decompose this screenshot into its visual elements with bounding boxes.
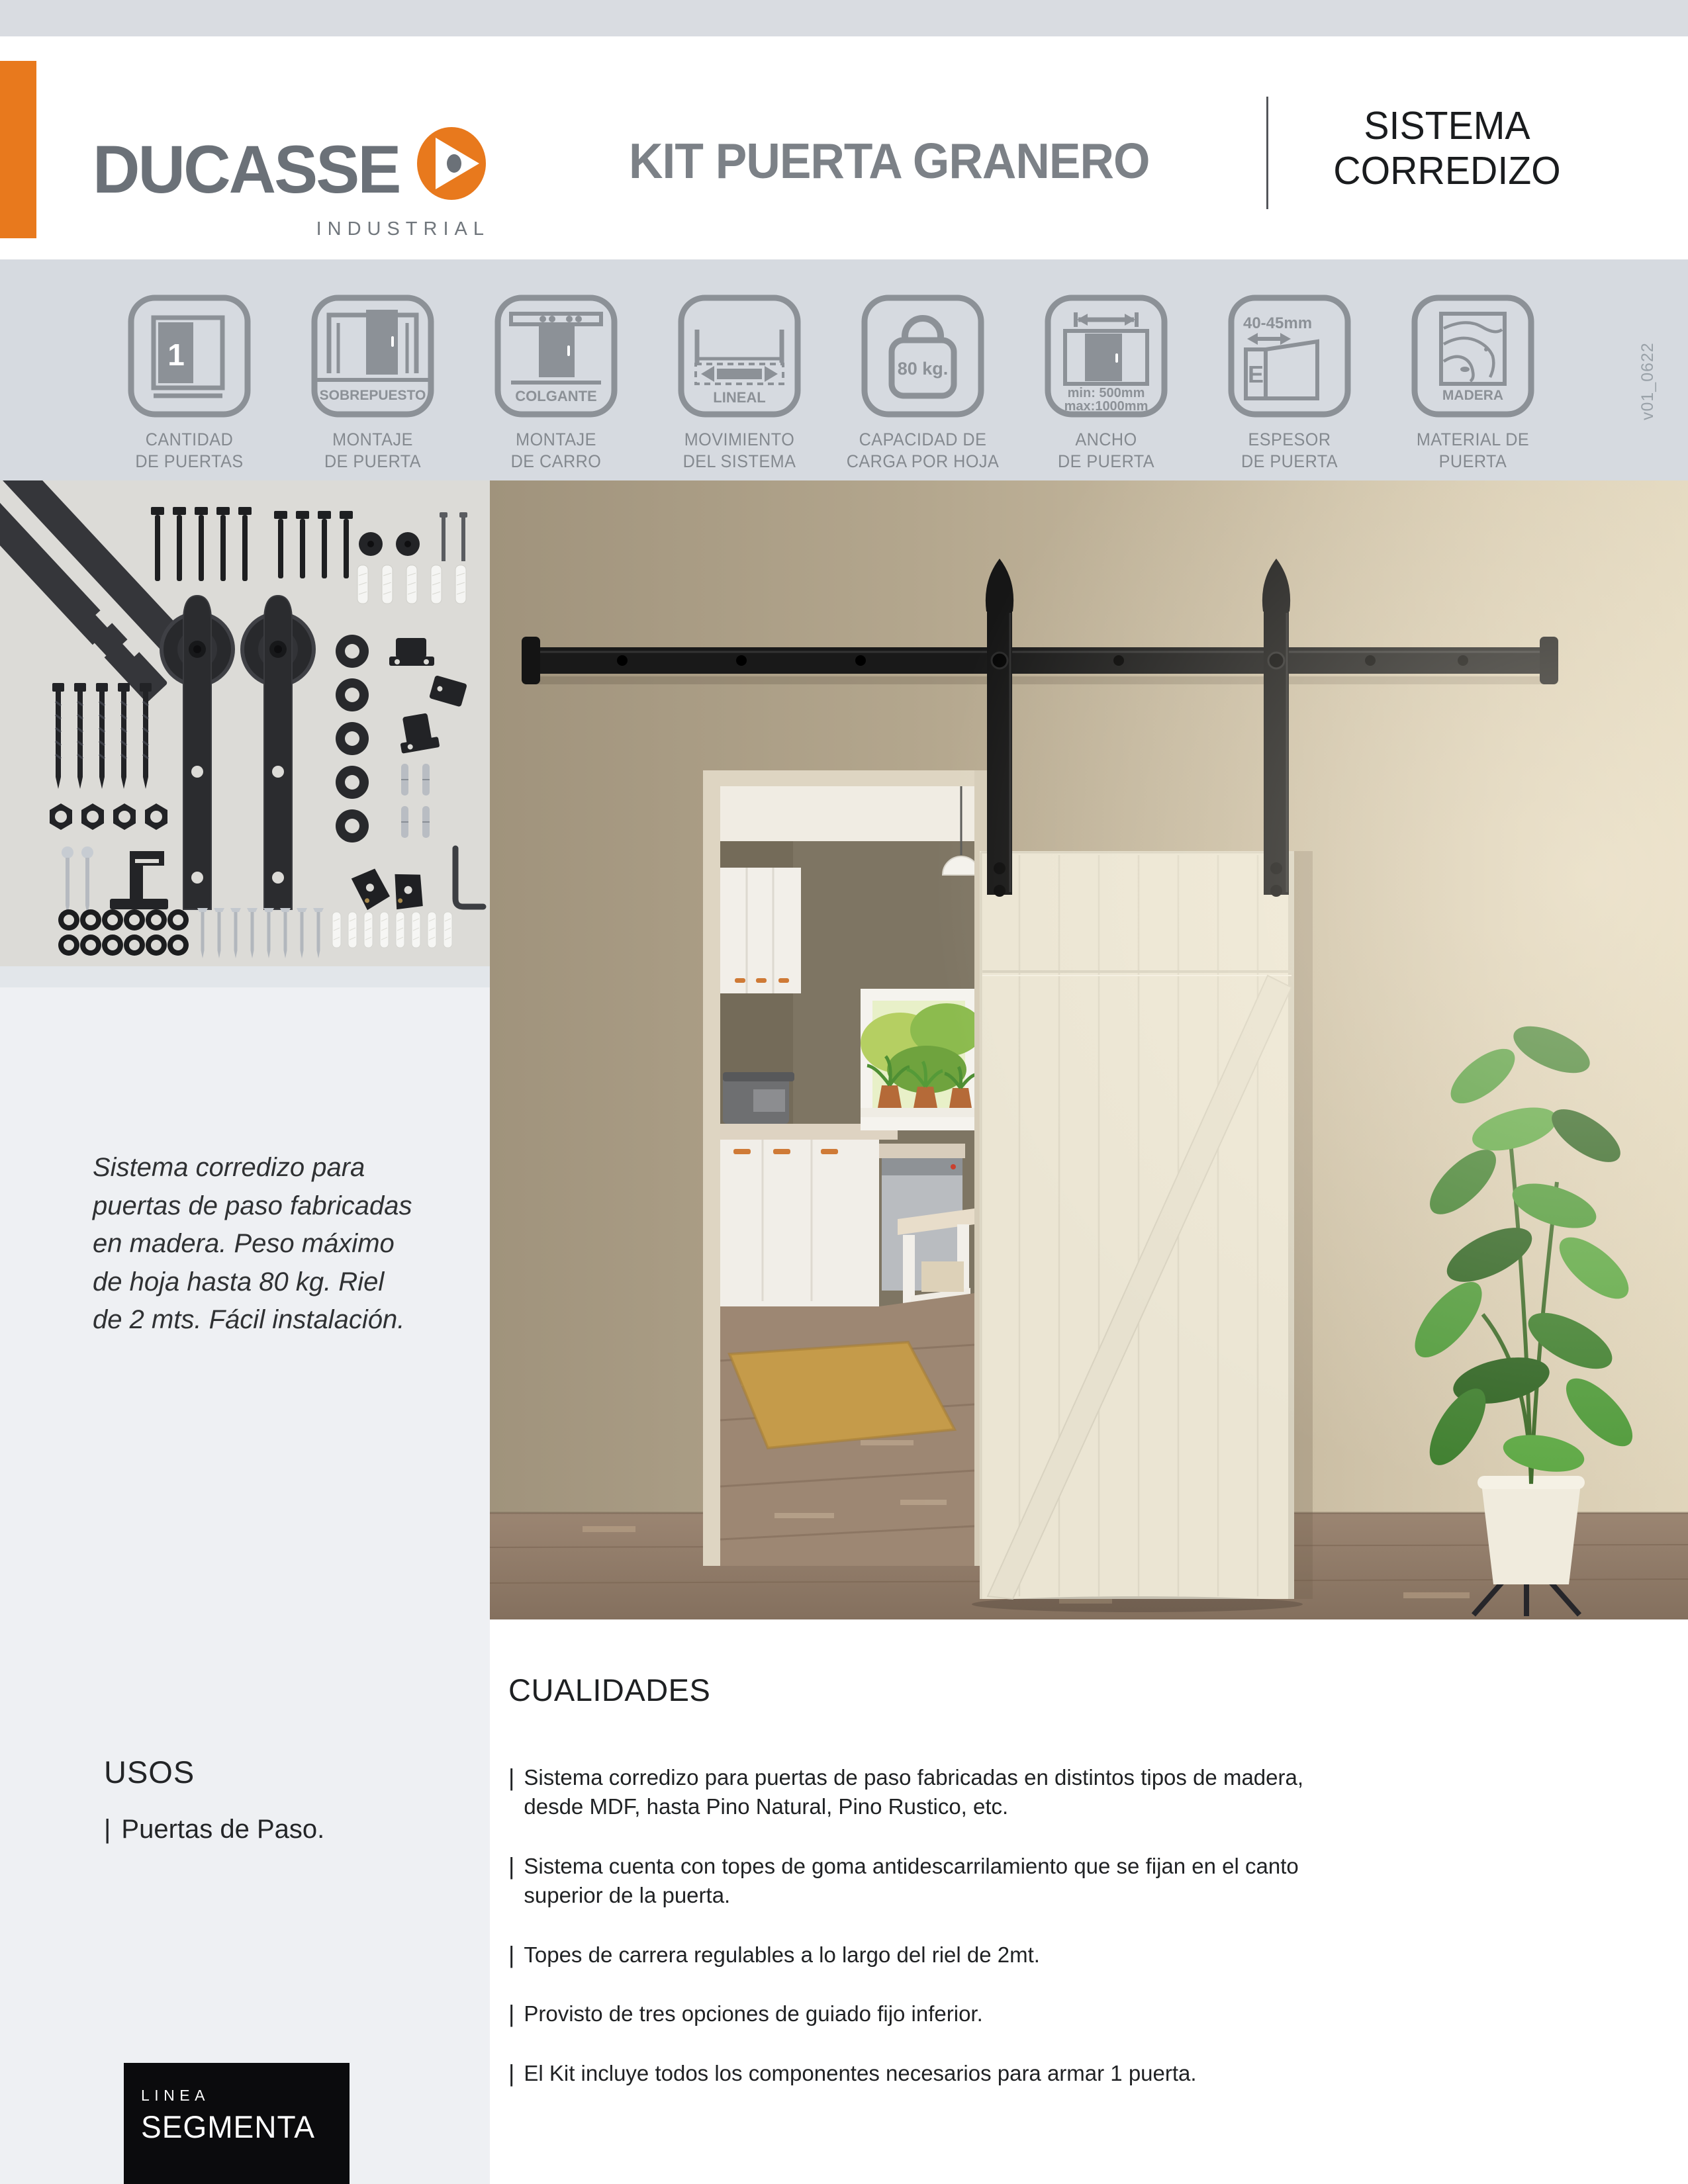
svg-text:1: 1 <box>167 338 185 372</box>
surface-mount-icon <box>309 293 436 420</box>
cualidades-item: | Sistema corredizo para puertas de paso fabricadas en distintos tipos de madera, desde MDF, hasta Pino Natural, Pino Rustico, etc. <box>508 1763 1369 1821</box>
bullet-bar: | <box>508 1852 515 1880</box>
page-title: KIT PUERTA GRANERO <box>629 133 1150 189</box>
linear-movement-icon <box>676 293 803 420</box>
hardware-kit-photo <box>0 480 490 966</box>
spec-movement: LINEAL MOVIMIENTO DEL SISTEMA <box>676 293 803 420</box>
product-description: Sistema corredizo para puertas de paso fabricadas en madera. Peso máximo de hoja hasta 80 kg. Riel de 2 mts. Fácil instalación. <box>93 1153 412 1335</box>
cualidades-list <box>508 1763 1369 2118</box>
spec-carriage-mount: COLGANTE MONTAJE DE CARRO <box>492 293 620 420</box>
ducasse-logo-icon <box>416 127 489 200</box>
brand-subtitle: INDUSTRIAL <box>316 218 490 240</box>
svg-text:min: 500mm: min: 500mm <box>1067 386 1145 400</box>
segmenta-line-label: LINEA <box>141 2087 210 2104</box>
door-count-icon <box>126 293 253 420</box>
bullet-bar: | <box>104 1815 111 1844</box>
svg-text:LINEAL: LINEAL <box>713 389 766 406</box>
cualidades-item: | Topes de carrera regulables a lo largo del riel de 2mt. <box>508 1940 1040 1968</box>
system-type-label: SISTEMA CORREDIZO <box>1333 104 1561 193</box>
barn-door-lifestyle-photo <box>490 480 1688 1619</box>
spec-door-count: 1 CANTIDAD DE PUERTAS <box>126 293 253 420</box>
bullet-bar: | <box>508 2060 515 2087</box>
svg-text:E: E <box>1247 361 1264 388</box>
svg-text:max:1000mm: max:1000mm <box>1064 399 1149 414</box>
load-capacity-icon <box>859 293 986 420</box>
spec-load-capacity: 80 kg. CAPACIDAD DE CARGA POR HOJA <box>859 293 986 420</box>
header-divider <box>1266 97 1268 209</box>
top-band <box>0 0 1688 36</box>
version-label: v01_0622 <box>1638 342 1657 420</box>
cualidades-title: CUALIDADES <box>508 1672 711 1707</box>
spec-door-mount: SOBREPUESTO MONTAJE DE PUERTA <box>309 293 436 420</box>
svg-text:80 kg.: 80 kg. <box>897 359 949 379</box>
svg-text:SOBREPUESTO: SOBREPUESTO <box>319 388 426 403</box>
spec-door-thickness: 40-45mm E ESPESOR DE PUERTA <box>1226 293 1353 420</box>
ducasse-wordmark: DUCASSE <box>93 132 400 207</box>
door-width-icon <box>1043 293 1170 420</box>
door-thickness-icon <box>1226 293 1353 420</box>
brand-accent-bar <box>0 61 36 238</box>
svg-text:COLGANTE: COLGANTE <box>515 388 597 404</box>
wood-material-icon <box>1409 293 1536 420</box>
spec-door-width: min: 500mm max:1000mm ANCHO DE PUERTA <box>1043 293 1170 420</box>
cualidades-item: | Provisto de tres opciones de guiado fijo inferior. <box>508 2000 983 2028</box>
cualidades-item: | El Kit incluye todos los componentes necesarios para armar 1 puerta. <box>508 2060 1197 2087</box>
segmenta-name: SEGMENTA <box>141 2109 315 2144</box>
bullet-bar: | <box>508 1940 515 1968</box>
cualidades-item: | Sistema cuenta con topes de goma antidescarrilamiento que se fijan en el canto superior de la puerta. <box>508 1852 1369 1910</box>
bullet-bar: | <box>508 1764 515 1791</box>
kit-photo-underband <box>0 966 490 987</box>
spec-door-material: MADERA MATERIAL DE PUERTA <box>1409 293 1536 420</box>
segmenta-logo <box>124 2063 350 2184</box>
usos-title: USOS <box>104 1754 195 1790</box>
hanging-carriage-icon <box>492 293 620 420</box>
bullet-bar: | <box>508 2000 515 2028</box>
usos-item: | Puertas de Paso. <box>104 1815 325 1844</box>
svg-text:40-45mm: 40-45mm <box>1243 314 1313 332</box>
svg-text:MADERA: MADERA <box>1442 388 1504 403</box>
